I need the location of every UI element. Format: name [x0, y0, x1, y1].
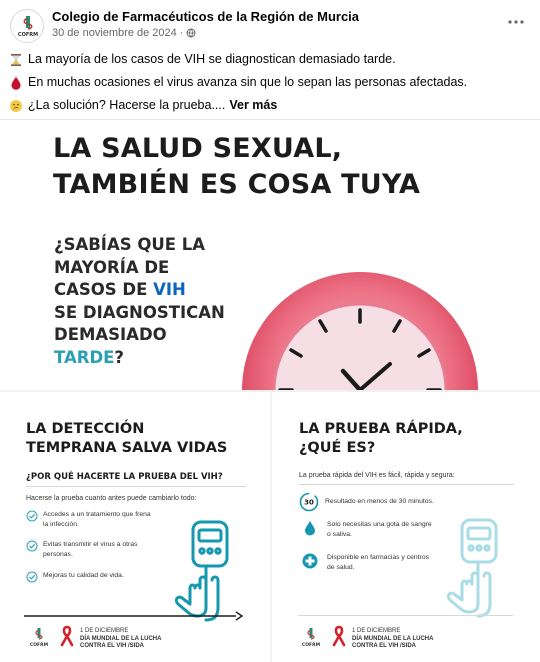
hero-title: [53, 131, 420, 203]
left-rule: [26, 486, 246, 487]
right-bottom-rule: [298, 615, 513, 616]
left-bullet-3-text: Mejoras tu calidad de vida.: [43, 572, 124, 579]
right-item-3-line-2: de salud.: [327, 563, 355, 571]
footer-line-2: DÍA MUNDIAL DE LA LUCHA: [80, 635, 162, 642]
timer-badge-text: 30: [304, 498, 314, 507]
left-intro: Hacerse la prueba cuanto antes puede cambiarlo todo:: [26, 495, 197, 502]
hero-q-line-5: DEMASIADO: [54, 325, 167, 344]
left-panel-title: [26, 420, 227, 458]
timer-30-icon: [299, 492, 319, 512]
left-bullet-2-line-2: personas.: [43, 550, 73, 558]
footer-logo-text-right: COFRM: [302, 643, 320, 648]
footer-line-2-right: DÍA MUNDIAL DE LA LUCHA: [352, 635, 434, 642]
post-line-3-text: ¿La solución? Hacerse la prueba....: [28, 98, 226, 112]
check-circle-icon: [26, 540, 38, 552]
see-more-link[interactable]: Ver más: [229, 98, 278, 112]
right-rule: [299, 484, 514, 485]
footer-line-3-right: CONTRA EL VIH /SIDA: [352, 643, 417, 649]
right-title-line-1: LA PRUEBA RÁPIDA,: [299, 421, 463, 437]
left-title-line-2: TEMPRANA SALVA VIDAS: [26, 440, 228, 456]
right-item-2-line-1: Solo necesitas una gota de sangre: [327, 521, 432, 528]
post-line-2-text: En muchas ocasiones el virus avanza sin que lo sepan las personas afectadas.: [28, 75, 468, 89]
drop-icon: [303, 520, 317, 536]
left-title-line-1: LA DETECCIÓN: [26, 421, 145, 437]
hero-q-tarde: TARDE: [54, 347, 115, 367]
right-item-2: [303, 520, 432, 539]
left-bullet-1: [26, 510, 151, 529]
left-panel-subtitle: ¿POR QUÉ HACERTE LA PRUEBA DEL VIH?: [26, 472, 223, 482]
thinking-face-icon: [9, 99, 23, 113]
left-footer-text: [80, 628, 161, 651]
right-item-1: [299, 492, 434, 512]
health-cross-icon: [302, 553, 318, 569]
timeline-arrow-icon: [24, 611, 244, 621]
right-item-3-line-1: Disponible en farmacias y centros: [327, 554, 429, 561]
red-ribbon-icon: [332, 625, 346, 647]
avatar-logo-text: COFRM: [17, 32, 39, 38]
hero-title-line-2: TAMBIÉN ES COSA TUYA: [53, 169, 421, 200]
post-image[interactable]: [0, 119, 540, 662]
right-title-line-2: ¿QUÉ ES?: [299, 440, 376, 456]
left-bullet-1-line-2: la infección.: [43, 520, 79, 528]
right-item-1-text: Resultado en menos de 30 minutos.: [325, 498, 434, 506]
red-ribbon-icon: [60, 625, 74, 647]
hero-q-line-4: SE DIAGNOSTICAN: [54, 302, 225, 322]
hero-q-vih: VIH: [153, 280, 186, 299]
post-text: [9, 48, 529, 117]
right-footer-text: [352, 628, 433, 651]
right-panel-title: [299, 420, 463, 458]
hero-q-line-6: [54, 347, 225, 370]
post-header: [0, 0, 540, 44]
page-name-link[interactable]: Colegio de Farmacéuticos de la Región de Murcia: [52, 9, 360, 24]
globe-icon: [186, 28, 196, 38]
cofrm-logo-icon: [302, 626, 320, 650]
column-divider: [270, 392, 272, 662]
footer-date-right: 1 DE DICIEMBRE: [352, 628, 401, 634]
footer-date: 1 DE DICIEMBRE: [80, 628, 129, 634]
check-circle-icon: [26, 510, 38, 522]
right-intro: La prueba rápida del VIH es fácil, rápida y segura:: [299, 472, 455, 479]
drop-of-blood-icon: [9, 76, 23, 90]
ellipsis-icon: [508, 20, 524, 24]
cofrm-logo-icon: [30, 626, 48, 650]
hero-q-mark: ?: [114, 347, 124, 367]
check-circle-icon: [26, 571, 38, 583]
hero-title-line-1: LA SALUD SEXUAL,: [53, 133, 343, 164]
left-bullet-2-line-1: Evitas transmitir el virus a otras: [43, 541, 138, 548]
page-avatar[interactable]: [10, 9, 44, 43]
post-meta: [52, 27, 196, 39]
hourglass-emoji-icon: [9, 53, 23, 67]
post-line-1: [9, 48, 529, 71]
hero-q-line-3: [54, 279, 225, 302]
right-item-2-line-2: o saliva.: [327, 530, 352, 538]
hero-q-line-2: MAYORÍA DE: [54, 257, 170, 277]
post-line-1-text: La mayoría de los casos de VIH se diagnostican demasiado tarde.: [28, 52, 396, 66]
right-item-3: [302, 553, 429, 572]
more-options-button[interactable]: [504, 12, 528, 32]
post-date[interactable]: 30 de noviembre de 2024: [52, 27, 177, 39]
footer-logo-text: COFRM: [30, 643, 48, 648]
post-line-2: [9, 71, 529, 94]
hero-q-line-1: ¿SABÍAS QUE LA: [54, 235, 206, 254]
meta-separator: ·: [179, 27, 184, 39]
left-bullet-3: [26, 571, 124, 583]
left-bullet-1-line-1: Accedes a un tratamiento que frena: [43, 511, 151, 518]
footer-line-3: CONTRA EL VIH /SIDA: [80, 643, 145, 649]
hero-q-line-3a: CASOS DE: [54, 280, 154, 299]
cofrm-logo-icon: [11, 10, 44, 43]
post-line-3: [9, 94, 529, 117]
rapid-test-hand-light-icon: [440, 518, 520, 618]
left-bullet-2: [26, 540, 137, 559]
rapid-test-hand-icon: [168, 518, 248, 623]
hero-question: [54, 234, 225, 369]
